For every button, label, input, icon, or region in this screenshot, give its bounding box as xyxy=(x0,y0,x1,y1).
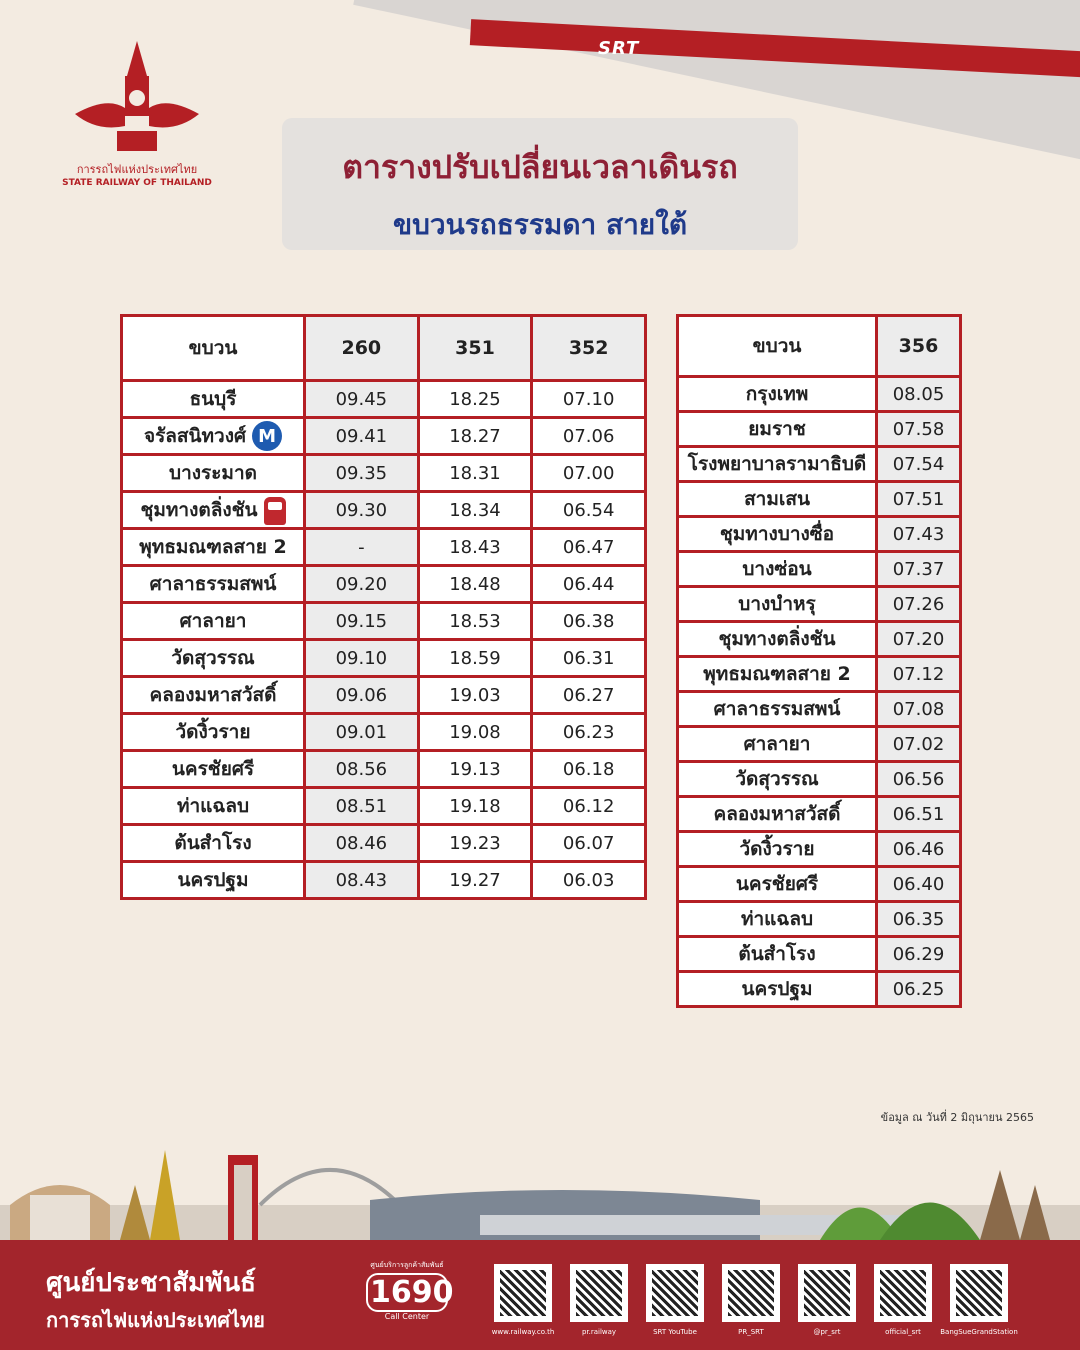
time-356: 06.46 xyxy=(877,832,961,867)
time-260: 09.06 xyxy=(305,677,419,714)
station-name: นครปฐม xyxy=(678,972,877,1007)
table-row xyxy=(678,727,961,762)
time-356: 07.43 xyxy=(877,517,961,552)
time-351: 19.27 xyxy=(418,862,532,899)
table-row xyxy=(678,902,961,937)
footer-bar xyxy=(0,1240,1080,1350)
time-352: 06.03 xyxy=(532,862,646,899)
qr-label: www.railway.co.th xyxy=(491,1328,555,1336)
time-356: 06.29 xyxy=(877,937,961,972)
time-352: 07.10 xyxy=(532,381,646,418)
station-name: วัดสุวรรณ xyxy=(122,640,305,677)
time-260: - xyxy=(305,529,419,566)
station-name: ท่าแฉลบ xyxy=(678,902,877,937)
station-name: พุทธมณฑลสาย 2 xyxy=(678,657,877,692)
station-name: ศาลาธรรมสพน์ xyxy=(678,692,877,727)
station-cell xyxy=(122,492,305,529)
station-name: บางระมาด xyxy=(122,455,305,492)
footer-center-name: ศูนย์ประชาสัมพันธ์ xyxy=(46,1268,256,1298)
qr-code-twitter[interactable] xyxy=(722,1264,780,1336)
time-356: 06.25 xyxy=(877,972,961,1007)
table-row xyxy=(122,677,646,714)
header-train-260: 260 xyxy=(305,316,419,381)
table-row xyxy=(678,587,961,622)
srt-emblem-logo xyxy=(62,36,212,196)
station-name: ท่าแฉลบ xyxy=(122,788,305,825)
table-row xyxy=(122,862,646,899)
garuda-emblem-icon xyxy=(67,36,207,156)
time-352: 06.38 xyxy=(532,603,646,640)
station-name: วัดสุวรรณ xyxy=(678,762,877,797)
station-name: บางซ่อน xyxy=(678,552,877,587)
time-356: 07.51 xyxy=(877,482,961,517)
time-351: 18.59 xyxy=(418,640,532,677)
time-260: 08.56 xyxy=(305,751,419,788)
time-351: 19.23 xyxy=(418,825,532,862)
station-name: กรุงเทพ xyxy=(678,377,877,412)
time-352: 06.18 xyxy=(532,751,646,788)
time-260: 08.43 xyxy=(305,862,419,899)
logo-text-english: STATE RAILWAY OF THAILAND xyxy=(62,178,212,188)
header-train-label: ขบวน xyxy=(678,316,877,377)
time-351: 18.48 xyxy=(418,566,532,603)
time-351: 19.03 xyxy=(418,677,532,714)
call-center-label: ศูนย์บริการลูกค้าสัมพันธ์ xyxy=(370,1261,444,1269)
time-352: 07.06 xyxy=(532,418,646,455)
time-356: 07.12 xyxy=(877,657,961,692)
time-356: 06.40 xyxy=(877,867,961,902)
table-row xyxy=(678,762,961,797)
time-352: 06.07 xyxy=(532,825,646,862)
qr-code-facebook[interactable] xyxy=(570,1264,628,1336)
header-train-label: ขบวน xyxy=(122,316,305,381)
time-352: 06.47 xyxy=(532,529,646,566)
qr-code-tiktok[interactable] xyxy=(798,1264,856,1336)
station-name: พุทธมณฑลสาย 2 xyxy=(122,529,305,566)
time-356: 06.35 xyxy=(877,902,961,937)
table-row xyxy=(122,751,646,788)
station-name: ธนบุรี xyxy=(122,381,305,418)
station-cell xyxy=(122,418,305,455)
station-name: ชุมทางบางซื่อ xyxy=(678,517,877,552)
table-row xyxy=(678,832,961,867)
station-name: โรงพยาบาลรามาธิบดี xyxy=(678,447,877,482)
qr-label: SRT YouTube xyxy=(653,1328,697,1336)
time-260: 09.30 xyxy=(305,492,419,529)
station-name: นครชัยศรี xyxy=(678,867,877,902)
page-subtitle: ขบวนรถธรรมดา สายใต้ xyxy=(392,208,688,241)
time-351: 18.43 xyxy=(418,529,532,566)
table-row xyxy=(678,972,961,1007)
time-260: 09.41 xyxy=(305,418,419,455)
table-row xyxy=(678,867,961,902)
header-train-351: 351 xyxy=(418,316,532,381)
time-356: 07.20 xyxy=(877,622,961,657)
time-356: 08.05 xyxy=(877,377,961,412)
time-260: 09.10 xyxy=(305,640,419,677)
time-351: 18.31 xyxy=(418,455,532,492)
table-row xyxy=(122,825,646,862)
table-row xyxy=(122,566,646,603)
timetable-train-356 xyxy=(676,314,962,1008)
table-row xyxy=(678,657,961,692)
table-row xyxy=(122,455,646,492)
table-row xyxy=(678,482,961,517)
call-center-number: 1690 xyxy=(366,1273,448,1312)
table-row xyxy=(678,797,961,832)
city-skyline-illustration xyxy=(0,1145,1080,1240)
table-row xyxy=(678,412,961,447)
time-356: 07.26 xyxy=(877,587,961,622)
time-260: 09.35 xyxy=(305,455,419,492)
timetable-trains-260-351-352 xyxy=(120,314,647,900)
station-name: บางบำหรุ xyxy=(678,587,877,622)
time-260: 09.15 xyxy=(305,603,419,640)
time-351: 19.18 xyxy=(418,788,532,825)
qr-code-bangsue-facebook[interactable] xyxy=(940,1264,1018,1336)
time-352: 07.00 xyxy=(532,455,646,492)
table-row xyxy=(678,517,961,552)
station-name: สามเสน xyxy=(678,482,877,517)
table-row xyxy=(678,447,961,482)
time-356: 07.58 xyxy=(877,412,961,447)
time-352: 06.54 xyxy=(532,492,646,529)
red-line-train-icon xyxy=(264,497,286,525)
qr-code-website[interactable] xyxy=(491,1264,555,1336)
srt-brand-mark: SRT xyxy=(598,38,640,59)
table-row xyxy=(678,622,961,657)
station-name: คลองมหาสวัสดิ์ xyxy=(678,797,877,832)
header-train-352: 352 xyxy=(532,316,646,381)
station-name: วัดงิ้วราย xyxy=(122,714,305,751)
call-center-sub: Call Center xyxy=(384,1312,430,1321)
time-260: 09.45 xyxy=(305,381,419,418)
station-name: ศาลายา xyxy=(678,727,877,762)
station-name: วัดงิ้วราย xyxy=(678,832,877,867)
time-351: 19.08 xyxy=(418,714,532,751)
table-header-row xyxy=(678,316,961,377)
time-352: 06.23 xyxy=(532,714,646,751)
station-name: นครชัยศรี xyxy=(122,751,305,788)
qr-label: BangSueGrandStation xyxy=(940,1328,1018,1336)
time-351: 19.13 xyxy=(418,751,532,788)
qr-code-instagram[interactable] xyxy=(874,1264,932,1336)
time-356: 07.54 xyxy=(877,447,961,482)
table-row xyxy=(122,418,646,455)
title-box xyxy=(282,118,798,250)
time-260: 08.46 xyxy=(305,825,419,862)
station-name: คลองมหาสวัสดิ์ xyxy=(122,677,305,714)
qr-code-youtube[interactable] xyxy=(646,1264,704,1336)
call-center-badge[interactable] xyxy=(366,1260,454,1321)
time-351: 18.27 xyxy=(418,418,532,455)
time-356: 06.51 xyxy=(877,797,961,832)
time-356: 07.08 xyxy=(877,692,961,727)
station-name: จรัลสนิทวงศ์ xyxy=(143,424,247,447)
station-name: ชุมทางตลิ่งชัน xyxy=(140,499,258,521)
table-row xyxy=(122,788,646,825)
time-356: 07.37 xyxy=(877,552,961,587)
table-row xyxy=(122,603,646,640)
table-row xyxy=(678,377,961,412)
station-name: ต้นสำโรง xyxy=(678,937,877,972)
table-header-row xyxy=(122,316,646,381)
footer-org-name: การรถไฟแห่งประเทศไทย xyxy=(46,1308,265,1332)
station-name: ยมราช xyxy=(678,412,877,447)
qr-label: official_srt xyxy=(885,1328,921,1336)
data-date-note: ข้อมูล ณ วันที่ 2 มิถุนายน 2565 xyxy=(880,1111,1034,1124)
time-352: 06.31 xyxy=(532,640,646,677)
table-row xyxy=(122,381,646,418)
header-train-356: 356 xyxy=(877,316,961,377)
table-row xyxy=(678,692,961,727)
table-row xyxy=(122,492,646,529)
time-351: 18.25 xyxy=(418,381,532,418)
qr-label: PR_SRT xyxy=(738,1328,764,1336)
logo-text-thai: การรถไฟแห่งประเทศไทย xyxy=(76,163,198,176)
qr-label: pr.railway xyxy=(581,1328,617,1336)
station-name: ชุมทางตลิ่งชัน xyxy=(678,622,877,657)
table-row xyxy=(122,640,646,677)
table-row xyxy=(122,714,646,751)
time-260: 09.01 xyxy=(305,714,419,751)
time-356: 06.56 xyxy=(877,762,961,797)
time-260: 08.51 xyxy=(305,788,419,825)
time-351: 18.53 xyxy=(418,603,532,640)
time-260: 09.20 xyxy=(305,566,419,603)
station-name: ต้นสำโรง xyxy=(122,825,305,862)
station-name: นครปฐม xyxy=(122,862,305,899)
qr-label: @pr_srt xyxy=(813,1328,841,1336)
table-row xyxy=(122,529,646,566)
time-351: 18.34 xyxy=(418,492,532,529)
time-356: 07.02 xyxy=(877,727,961,762)
time-352: 06.12 xyxy=(532,788,646,825)
page-title: ตารางปรับเปลี่ยนเวลาเดินรถ xyxy=(342,148,738,186)
time-352: 06.44 xyxy=(532,566,646,603)
time-352: 06.27 xyxy=(532,677,646,714)
table-row xyxy=(678,937,961,972)
station-name: ศาลาธรรมสพน์ xyxy=(122,566,305,603)
table-row xyxy=(678,552,961,587)
metro-m-icon: M xyxy=(252,421,282,451)
station-name: ศาลายา xyxy=(122,603,305,640)
